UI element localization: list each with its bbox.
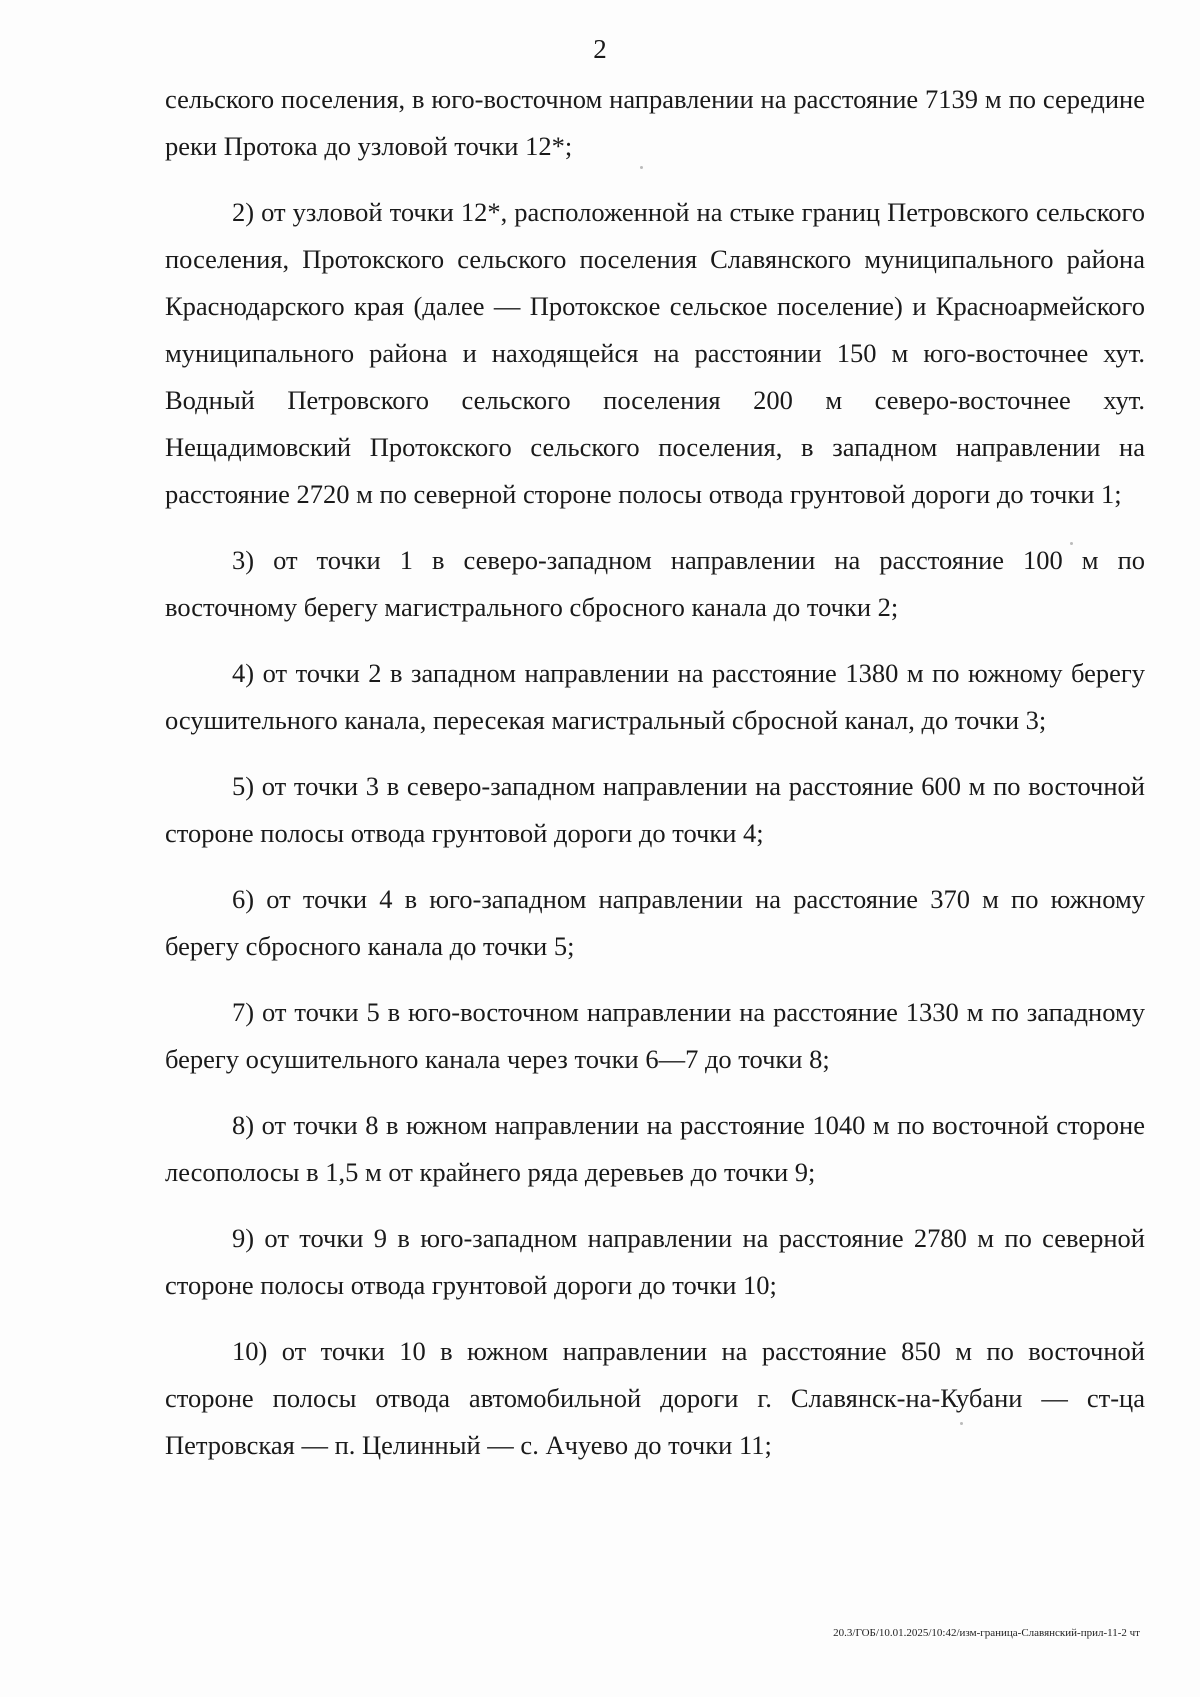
paragraph-item-8: 8) от точки 8 в южном направлении на расстояние 1040 м по восточной стороне лесополосы в 1,5 м от крайнего ряда деревьев до точки 9; [165,1110,1145,1187]
paragraph-item-5: 5) от точки 3 в северо-западном направлении на расстояние 600 м по восточной стороне полосы отвода грунтовой дороги до точки 4; [165,771,1145,848]
paragraph-item-6: 6) от точки 4 в юго-западном направлении на расстояние 370 м по южному берегу сбросного канала до точки 5; [165,884,1145,961]
document-body [165,76,1145,1488]
paragraph-item-3: 3) от точки 1 в северо-западном направлении на расстояние 100 м по восточному берегу магистрального сбросного канала до точки 2; [165,545,1145,622]
paragraph-item-10: 10) от точки 10 в южном направлении на расстояние 850 м по восточной стороне полосы отвода автомобильной дороги г. Славянск-на-Кубани — ст-ца Петровская — п. Целинный — с. Ачуево до точки 11; [165,1336,1145,1460]
page-number: 2 [593,34,607,64]
scan-artifact [640,166,643,169]
paragraph-item-4: 4) от точки 2 в западном направлении на расстояние 1380 м по южному берегу осушительного канала, пересекая магистральный сбросной канал, до точки 3; [165,658,1145,735]
scan-artifact [1070,542,1073,545]
paragraph-continuation: сельского поселения, в юго-восточном направлении на расстояние 7139 м по середине реки Протока до узловой точки 12*; [165,84,1145,161]
scan-artifact [960,1422,963,1425]
paragraph-item-7: 7) от точки 5 в юго-восточном направлении на расстояние 1330 м по западному берегу осушительного канала через точки 6—7 до точки 8; [165,997,1145,1074]
paragraph-item-9: 9) от точки 9 в юго-западном направлении на расстояние 2780 м по северной стороне полосы отвода грунтовой дороги до точки 10; [165,1223,1145,1300]
paragraph-item-2: 2) от узловой точки 12*, расположенной на стыке границ Петровского сельского поселения, Протокского сельского поселения Славянского муниципального района Краснодарского края (далее — Протокское сельское поселение) и Красноармейского муниципального района и находящейся на расстоянии 150 м юго-восточнее хут. Водный Петровского сельского поселения 200 м северо-восточнее хут. Нещадимовский Протокского сельского поселения, в западном направлении на расстояние 2720 м по северной стороне полосы отвода грунтовой дороги до точки 1; [165,197,1145,509]
footer-document-code: 20.3/ГОБ/10.01.2025/10:42/изм-граница-Славянский-прил-11-2 чт [833,1627,1140,1639]
